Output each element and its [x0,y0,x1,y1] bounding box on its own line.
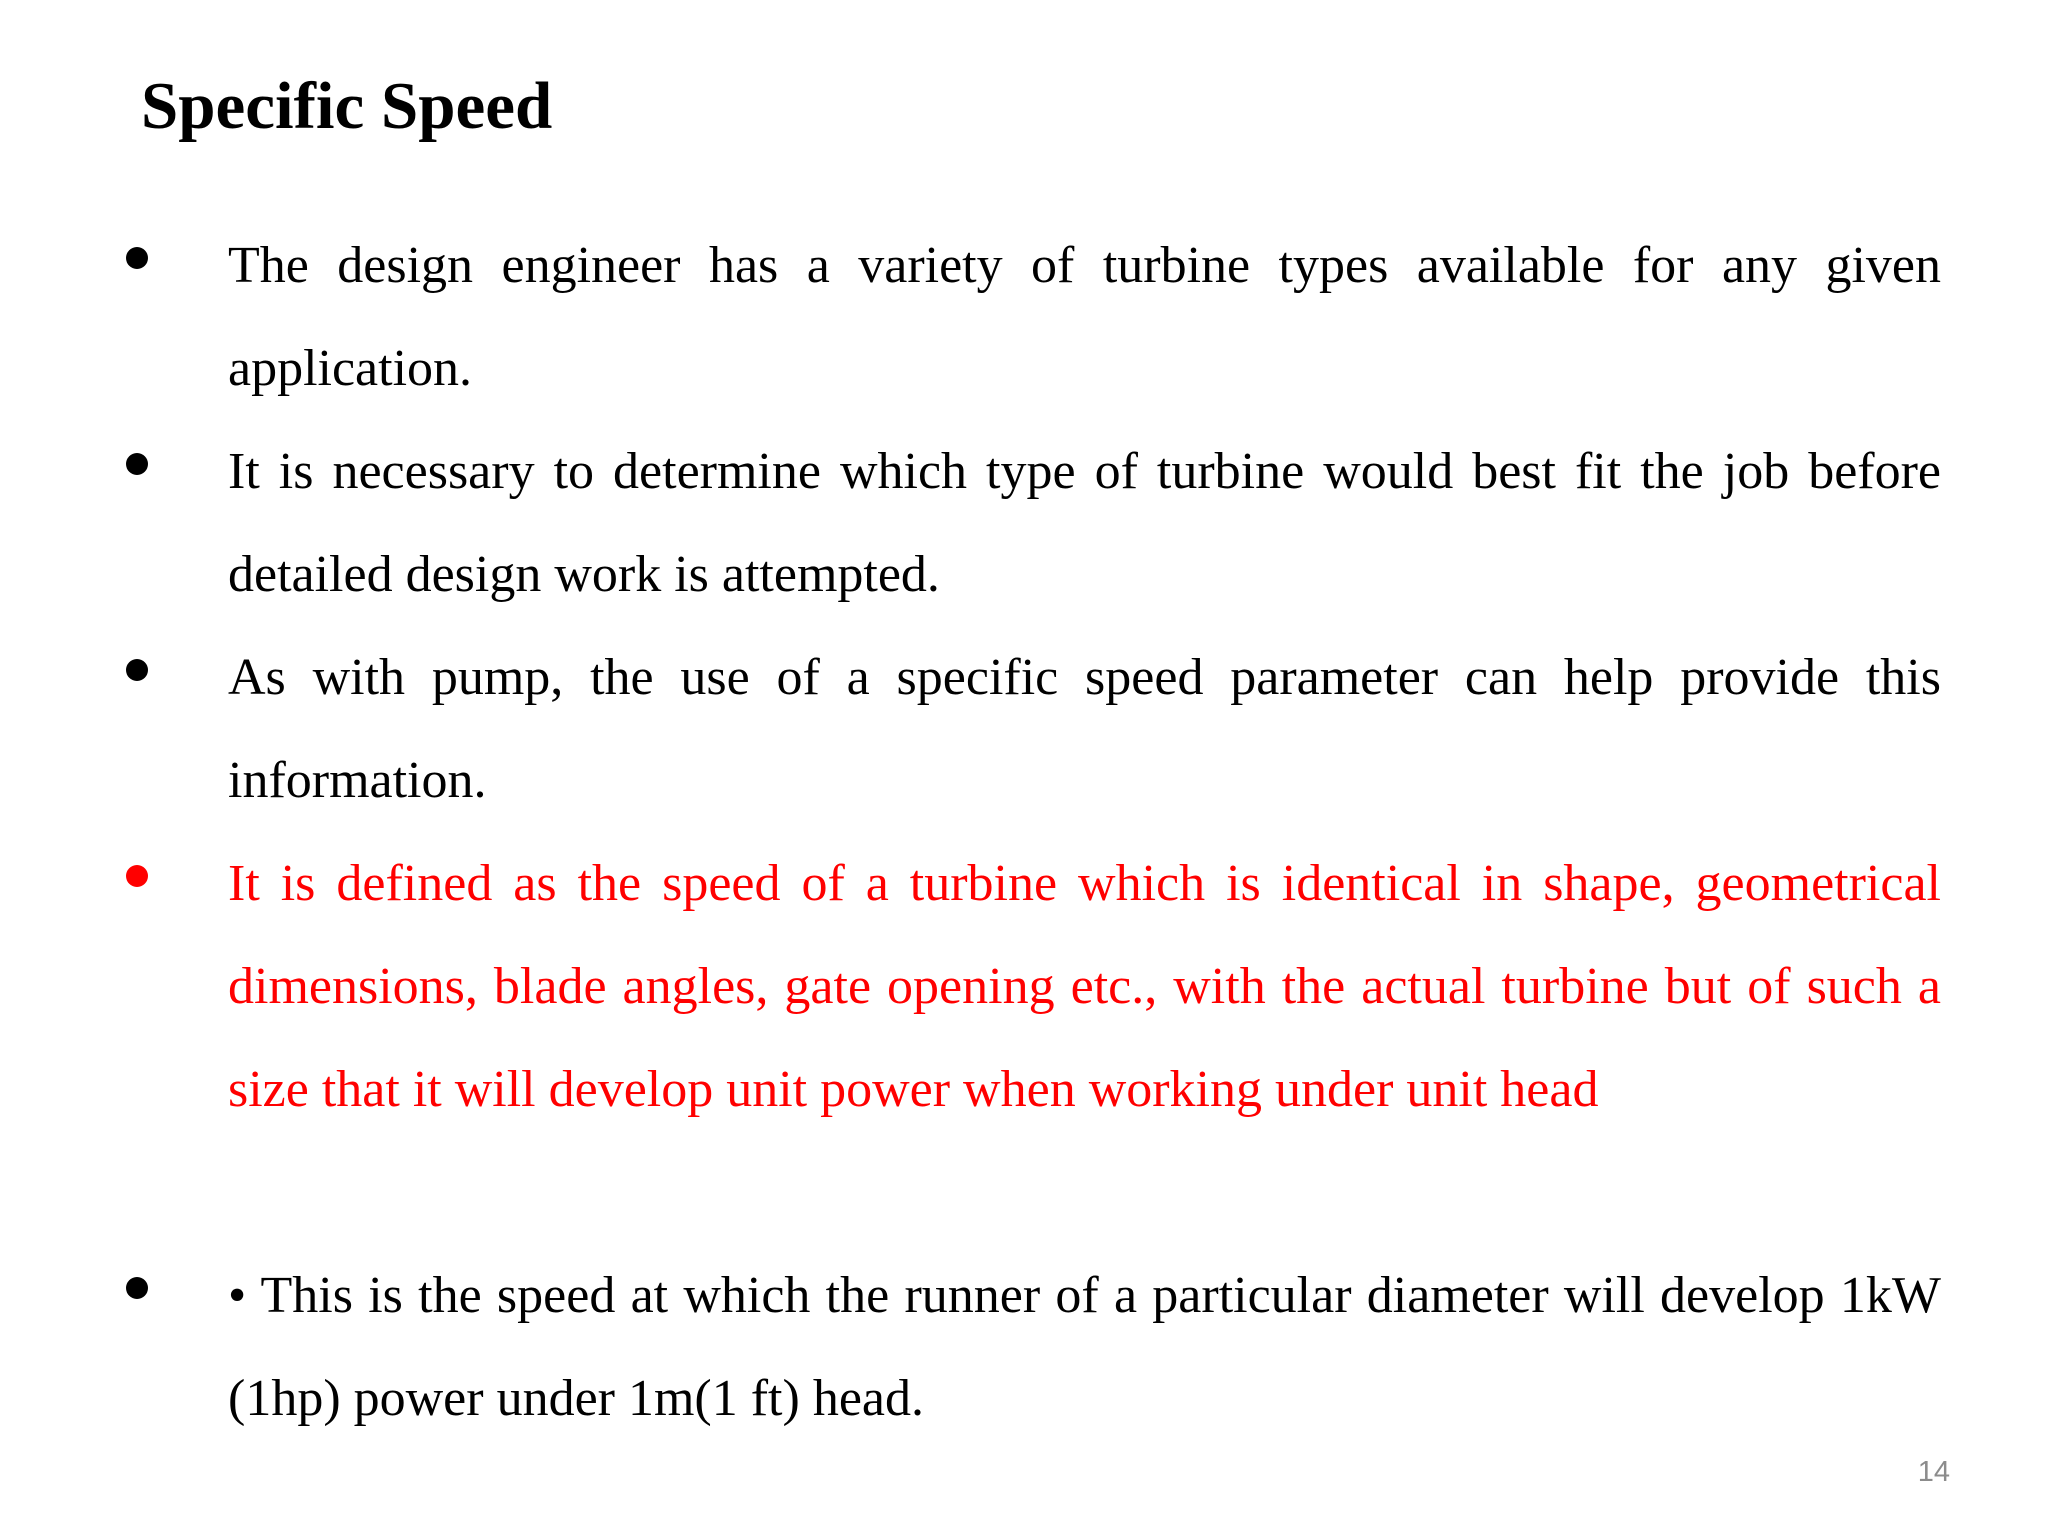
bullet-text: As with pump, the use of a specific speed parameter can help provide this information. [228,649,1941,809]
bullet-text: • This is the speed at which the runner of a particular diameter will develop 1kW (1hp) power under 1m(1 ft) head. [228,1267,1941,1427]
bullet-text: The design engineer has a variety of turbine types available for any given application. [228,237,1941,397]
bullet-icon [126,1277,148,1299]
page-number: 14 [1917,1456,1950,1488]
bullet-icon [126,453,148,475]
bullet-text-definition: It is defined as the speed of a turbine which is identical in shape, geometrical dimensions, blade angles, gate opening etc., with the actual turbine but of such a size that it will develop unit power when working under unit head [228,855,1941,1118]
slide-title: Specific Speed [141,69,553,143]
bullet-icon [126,659,148,681]
bullet-icon [126,865,148,887]
bullet-text: It is necessary to determine which type of turbine would best fit the job before detailed design work is attempted. [228,443,1941,603]
bullet-icon [126,247,148,269]
